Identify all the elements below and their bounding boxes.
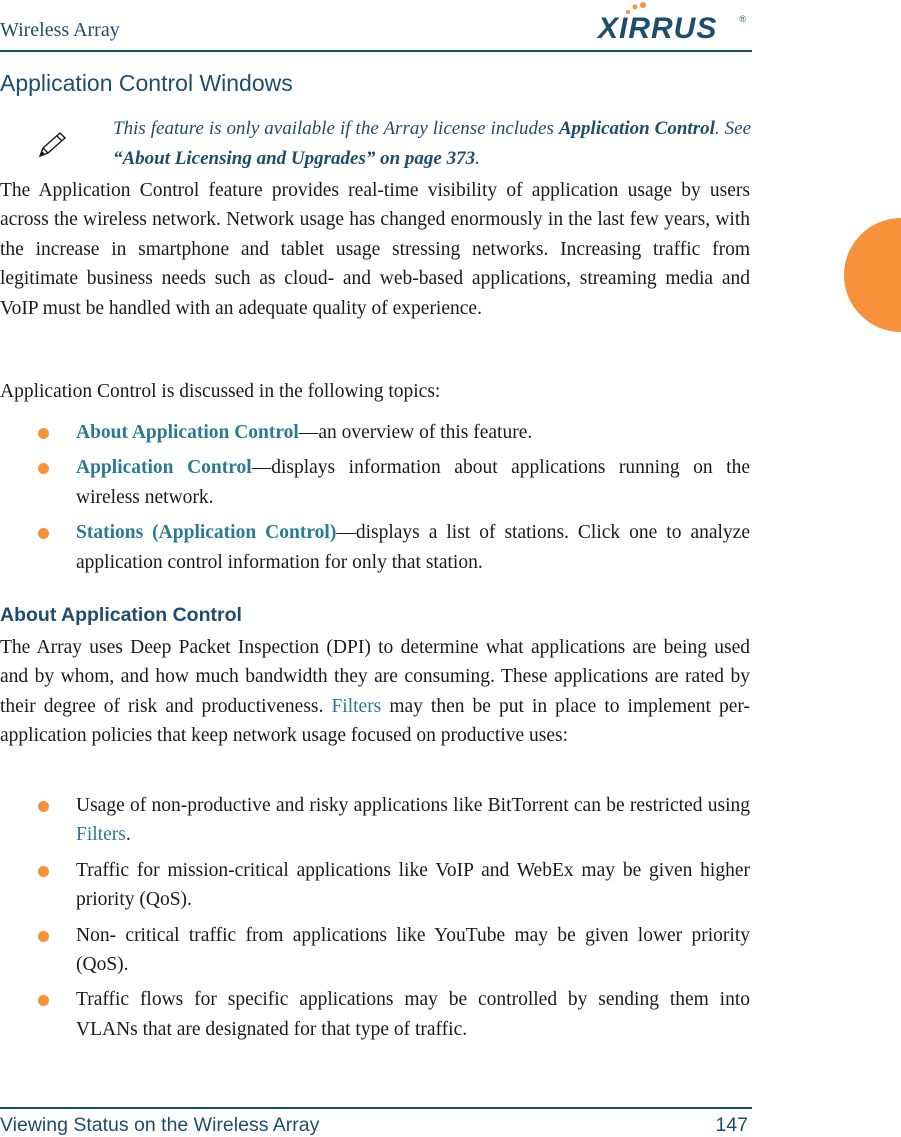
about-paragraph xyxy=(0,633,750,751)
about-text-1: The Array uses Deep Packet Inspection (DPI) to determine what applications are being used and by whom, and how much bandwidth they are consuming. These applications are rated by their degree of risk and productiveness. xyxy=(0,637,750,717)
topics-lead: Application Control is discussed in the following topics: xyxy=(0,381,441,402)
filters-link[interactable]: Filters xyxy=(76,824,126,846)
logo-registered-mark: ® xyxy=(739,14,746,24)
list-item xyxy=(0,453,750,512)
section-title: Application Control Windows xyxy=(0,70,293,96)
bullet-text: Usage of non-productive and risky applications like BitTorrent can be restricted using xyxy=(76,795,750,816)
about-text-2: may then be put in place to implement per-application policies that keep network usage focused on productive uses: xyxy=(0,695,750,747)
list-item xyxy=(0,985,750,1044)
uses-list xyxy=(0,791,750,1044)
note-term: Application Control xyxy=(558,118,715,139)
bullet-icon xyxy=(38,463,49,474)
topic-link-stations[interactable]: Stations (Application Control) xyxy=(76,522,337,544)
list-item xyxy=(0,791,750,850)
list-item xyxy=(0,418,750,447)
logo-text: XIRRUS xyxy=(598,12,718,45)
running-header-title: Wireless Array xyxy=(0,19,120,41)
bullet-icon xyxy=(38,528,49,539)
topics-list xyxy=(0,418,750,577)
bullet-text: Non- critical traffic from applications like YouTube may be given lower priority (QoS). xyxy=(76,924,750,976)
bullet-text: Traffic flows for specific applications may be controlled by sending them into VLANs that are designated for that type of traffic. xyxy=(76,989,750,1040)
bullet-icon xyxy=(38,801,49,812)
list-item xyxy=(0,518,750,577)
license-note xyxy=(113,114,751,174)
topic-link-about-application-control[interactable]: About Application Control xyxy=(76,422,299,443)
bullet-icon xyxy=(38,866,49,877)
note-text-2: . See xyxy=(714,118,752,139)
bullet-icon xyxy=(38,931,49,942)
topic-desc: —an overview of this feature. xyxy=(298,422,533,443)
bullet-icon xyxy=(38,995,49,1006)
pencil-icon xyxy=(36,130,68,160)
topic-link-application-control[interactable]: Application Control xyxy=(76,457,252,479)
bullet-icon xyxy=(38,428,49,439)
header-rule xyxy=(0,50,752,52)
footer-rule xyxy=(0,1107,752,1109)
bullet-text: Traffic for mission-critical applications like VoIP and WebEx may be given higher priority (QoS). xyxy=(76,859,750,911)
bullet-tail: . xyxy=(125,824,131,846)
page-number: 147 xyxy=(715,1114,748,1136)
topic-desc: —displays a list of stations. Click one to analyze application control information for only that station. xyxy=(76,522,750,573)
footer-section-title: Viewing Status on the Wireless Array xyxy=(0,1114,320,1136)
note-text-3: . xyxy=(475,148,480,169)
intro-paragraph: The Application Control feature provides real-time visibility of application usage by users across the wireless network. Network usage has changed enormously in the last few years, with the increase in smartphone and tablet usage stressing networks. Increasing traffic from legitimate business needs such as cloud- and web-based applications, streaming media and VoIP must be handled with an adequate quality of experience. xyxy=(0,180,750,319)
filters-link[interactable]: Filters xyxy=(331,695,382,717)
note-cross-reference[interactable]: “About Licensing and Upgrades” on page 373 xyxy=(113,148,476,169)
subsection-title: About Application Control xyxy=(0,604,242,626)
note-text-1: This feature is only available if the Array license includes xyxy=(113,118,559,139)
list-item xyxy=(0,856,750,915)
chapter-tab xyxy=(844,218,901,332)
list-item xyxy=(0,921,750,980)
topic-desc: —displays information about applications running on the wireless network. xyxy=(76,457,750,508)
xirrus-logo xyxy=(598,4,748,44)
